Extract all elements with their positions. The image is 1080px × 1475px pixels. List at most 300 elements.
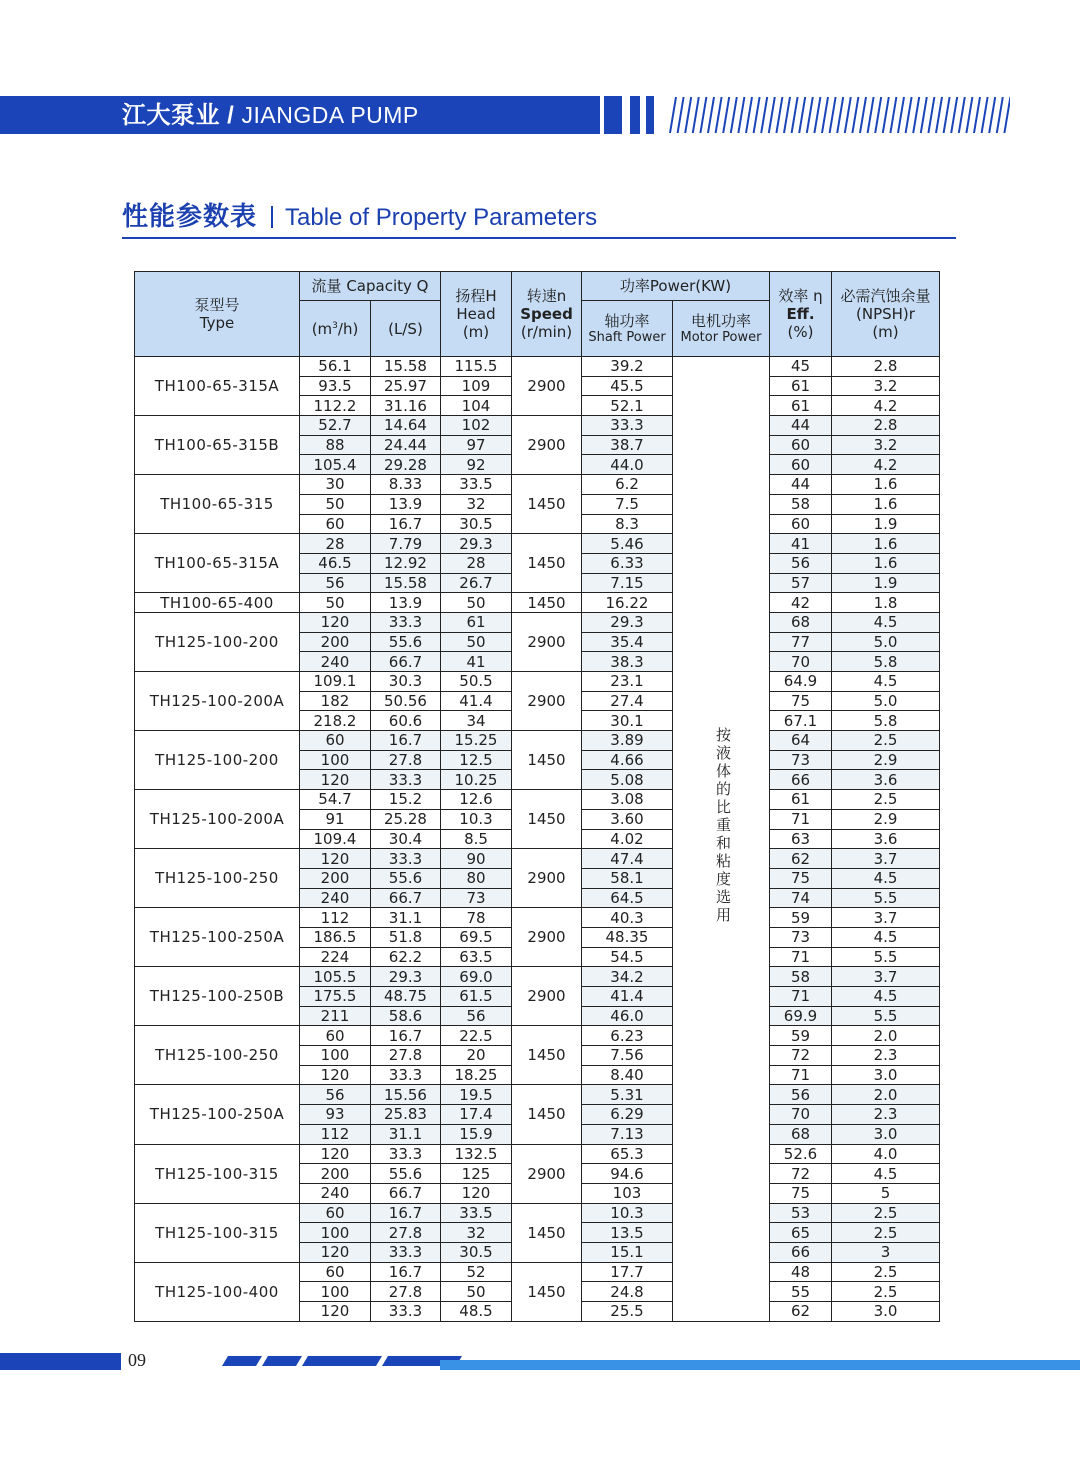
efficiency-cell: 60 bbox=[770, 455, 832, 475]
shaft-power-cell: 48.35 bbox=[582, 927, 673, 947]
speed-cell: 2900 bbox=[512, 672, 582, 731]
pump-type-cell: TH100-65-315A bbox=[135, 534, 300, 593]
capacity-ls-cell: 31.16 bbox=[371, 396, 441, 416]
capacity-m3h-cell: 175.5 bbox=[300, 987, 371, 1007]
npsh-cell: 4.5 bbox=[832, 612, 940, 632]
shaft-power-cell: 16.22 bbox=[582, 593, 673, 613]
efficiency-cell: 66 bbox=[770, 770, 832, 790]
npsh-cell: 2.9 bbox=[832, 809, 940, 829]
shaft-power-cell: 34.2 bbox=[582, 967, 673, 987]
shaft-power-cell: 4.02 bbox=[582, 829, 673, 849]
shaft-power-cell: 15.1 bbox=[582, 1242, 673, 1262]
capacity-m3h-cell: 186.5 bbox=[300, 927, 371, 947]
capacity-m3h-cell: 112 bbox=[300, 1124, 371, 1144]
npsh-cell: 2.5 bbox=[832, 1262, 940, 1282]
parameter-table bbox=[134, 271, 940, 1322]
speed-cell: 2900 bbox=[512, 416, 582, 475]
capacity-m3h-cell: 46.5 bbox=[300, 553, 371, 573]
capacity-m3h-cell: 91 bbox=[300, 809, 371, 829]
npsh-cell: 3.0 bbox=[832, 1065, 940, 1085]
capacity-ls-cell: 16.7 bbox=[371, 514, 441, 534]
capacity-m3h-cell: 120 bbox=[300, 612, 371, 632]
efficiency-cell: 68 bbox=[770, 1124, 832, 1144]
shaft-power-cell: 58.1 bbox=[582, 868, 673, 888]
head-cell: 32 bbox=[441, 1223, 512, 1243]
npsh-cell: 3.2 bbox=[832, 376, 940, 396]
head-cell: 32 bbox=[441, 494, 512, 514]
header-power: 功率Power(KW) bbox=[582, 272, 770, 301]
efficiency-cell: 58 bbox=[770, 967, 832, 987]
capacity-m3h-cell: 54.7 bbox=[300, 790, 371, 810]
page-number: 09 bbox=[128, 1350, 146, 1370]
pump-type-cell: TH125-100-200A bbox=[135, 790, 300, 849]
npsh-cell: 4.5 bbox=[832, 927, 940, 947]
shaft-power-cell: 41.4 bbox=[582, 987, 673, 1007]
capacity-ls-cell: 27.8 bbox=[371, 1046, 441, 1066]
capacity-ls-cell: 16.7 bbox=[371, 1026, 441, 1046]
capacity-m3h-cell: 120 bbox=[300, 849, 371, 869]
efficiency-cell: 75 bbox=[770, 868, 832, 888]
pump-type-cell: TH125-100-400 bbox=[135, 1262, 300, 1321]
head-cell: 50.5 bbox=[441, 672, 512, 692]
head-cell: 8.5 bbox=[441, 829, 512, 849]
capacity-m3h-cell: 182 bbox=[300, 691, 371, 711]
capacity-m3h-cell: 240 bbox=[300, 888, 371, 908]
table-row bbox=[135, 908, 940, 928]
head-cell: 28 bbox=[441, 553, 512, 573]
head-cell: 97 bbox=[441, 435, 512, 455]
head-cell: 50 bbox=[441, 1282, 512, 1302]
npsh-cell: 5.5 bbox=[832, 947, 940, 967]
efficiency-cell: 62 bbox=[770, 849, 832, 869]
npsh-cell: 2.9 bbox=[832, 750, 940, 770]
head-cell: 41 bbox=[441, 652, 512, 672]
capacity-ls-cell: 24.44 bbox=[371, 435, 441, 455]
head-cell: 19.5 bbox=[441, 1085, 512, 1105]
capacity-ls-cell: 27.8 bbox=[371, 1282, 441, 1302]
npsh-cell: 5.0 bbox=[832, 691, 940, 711]
efficiency-cell: 61 bbox=[770, 376, 832, 396]
efficiency-cell: 64.9 bbox=[770, 672, 832, 692]
npsh-cell: 3.0 bbox=[832, 1124, 940, 1144]
head-cell: 120 bbox=[441, 1183, 512, 1203]
capacity-m3h-cell: 30 bbox=[300, 475, 371, 495]
capacity-m3h-cell: 60 bbox=[300, 731, 371, 751]
npsh-cell: 5.5 bbox=[832, 888, 940, 908]
pump-type-cell: TH125-100-200 bbox=[135, 731, 300, 790]
table-row bbox=[135, 790, 940, 810]
shaft-power-cell: 103 bbox=[582, 1183, 673, 1203]
head-cell: 52 bbox=[441, 1262, 512, 1282]
capacity-m3h-cell: 93.5 bbox=[300, 376, 371, 396]
head-cell: 22.5 bbox=[441, 1026, 512, 1046]
header-capacity-m3h: $(m^3/h)$ bbox=[300, 301, 371, 357]
head-cell: 12.6 bbox=[441, 790, 512, 810]
npsh-cell: 4.5 bbox=[832, 672, 940, 692]
npsh-cell: 2.5 bbox=[832, 731, 940, 751]
efficiency-cell: 74 bbox=[770, 888, 832, 908]
shaft-power-cell: 44.0 bbox=[582, 455, 673, 475]
shaft-power-cell: 5.46 bbox=[582, 534, 673, 554]
head-cell: 104 bbox=[441, 396, 512, 416]
capacity-ls-cell: 33.3 bbox=[371, 612, 441, 632]
capacity-ls-cell: 50.56 bbox=[371, 691, 441, 711]
efficiency-cell: 42 bbox=[770, 593, 832, 613]
header-speed: 转速n Speed (r/min) bbox=[512, 272, 582, 357]
head-cell: 125 bbox=[441, 1164, 512, 1184]
capacity-ls-cell: 58.6 bbox=[371, 1006, 441, 1026]
shaft-power-cell: 33.3 bbox=[582, 416, 673, 436]
shaft-power-cell: 3.89 bbox=[582, 731, 673, 751]
speed-cell: 2900 bbox=[512, 1144, 582, 1203]
npsh-cell: 1.6 bbox=[832, 553, 940, 573]
table-body bbox=[135, 357, 940, 1322]
speed-cell: 1450 bbox=[512, 731, 582, 790]
head-cell: 10.3 bbox=[441, 809, 512, 829]
capacity-m3h-cell: 100 bbox=[300, 1223, 371, 1243]
capacity-m3h-cell: 120 bbox=[300, 770, 371, 790]
head-cell: 12.5 bbox=[441, 750, 512, 770]
capacity-ls-cell: 33.3 bbox=[371, 849, 441, 869]
table-row bbox=[135, 1262, 940, 1282]
shaft-power-cell: 5.31 bbox=[582, 1085, 673, 1105]
shaft-power-cell: 6.29 bbox=[582, 1105, 673, 1125]
npsh-cell: 2.8 bbox=[832, 357, 940, 377]
head-cell: 132.5 bbox=[441, 1144, 512, 1164]
head-cell: 20 bbox=[441, 1046, 512, 1066]
npsh-cell: 3.0 bbox=[832, 1302, 940, 1322]
capacity-m3h-cell: 56 bbox=[300, 573, 371, 593]
pump-type-cell: TH125-100-315 bbox=[135, 1144, 300, 1203]
efficiency-cell: 70 bbox=[770, 1105, 832, 1125]
section-title bbox=[122, 196, 597, 236]
head-cell: 41.4 bbox=[441, 691, 512, 711]
head-cell: 30.5 bbox=[441, 1242, 512, 1262]
capacity-ls-cell: 15.56 bbox=[371, 1085, 441, 1105]
npsh-cell: 5 bbox=[832, 1183, 940, 1203]
capacity-m3h-cell: 60 bbox=[300, 1203, 371, 1223]
head-cell: 10.25 bbox=[441, 770, 512, 790]
npsh-cell: 2.5 bbox=[832, 1203, 940, 1223]
title-divider bbox=[271, 206, 273, 228]
capacity-ls-cell: 33.3 bbox=[371, 1065, 441, 1085]
speed-cell: 1450 bbox=[512, 475, 582, 534]
shaft-power-cell: 8.40 bbox=[582, 1065, 673, 1085]
npsh-cell: 1.9 bbox=[832, 573, 940, 593]
capacity-m3h-cell: 100 bbox=[300, 1282, 371, 1302]
capacity-ls-cell: 55.6 bbox=[371, 868, 441, 888]
capacity-ls-cell: 7.79 bbox=[371, 534, 441, 554]
shaft-power-cell: 52.1 bbox=[582, 396, 673, 416]
table-row bbox=[135, 1026, 940, 1046]
efficiency-cell: 61 bbox=[770, 396, 832, 416]
capacity-ls-cell: 55.6 bbox=[371, 632, 441, 652]
npsh-cell: 1.6 bbox=[832, 534, 940, 554]
shaft-power-cell: 10.3 bbox=[582, 1203, 673, 1223]
speed-cell: 1450 bbox=[512, 1085, 582, 1144]
head-cell: 50 bbox=[441, 593, 512, 613]
shaft-power-cell: 38.3 bbox=[582, 652, 673, 672]
capacity-ls-cell: 16.7 bbox=[371, 1203, 441, 1223]
head-cell: 78 bbox=[441, 908, 512, 928]
shaft-power-cell: 24.8 bbox=[582, 1282, 673, 1302]
npsh-cell: 5.5 bbox=[832, 1006, 940, 1026]
pump-type-cell: TH125-100-250 bbox=[135, 849, 300, 908]
capacity-m3h-cell: 50 bbox=[300, 593, 371, 613]
speed-cell: 2900 bbox=[512, 357, 582, 416]
capacity-m3h-cell: 28 bbox=[300, 534, 371, 554]
table-row bbox=[135, 475, 940, 495]
capacity-m3h-cell: 105.5 bbox=[300, 967, 371, 987]
shaft-power-cell: 13.5 bbox=[582, 1223, 673, 1243]
table-row bbox=[135, 612, 940, 632]
capacity-ls-cell: 55.6 bbox=[371, 1164, 441, 1184]
efficiency-cell: 62 bbox=[770, 1302, 832, 1322]
efficiency-cell: 57 bbox=[770, 573, 832, 593]
capacity-ls-cell: 60.6 bbox=[371, 711, 441, 731]
efficiency-cell: 66 bbox=[770, 1242, 832, 1262]
header-npsh: 必需汽蚀余量 (NPSH)r (m) bbox=[832, 272, 940, 357]
capacity-ls-cell: 13.9 bbox=[371, 494, 441, 514]
head-cell: 56 bbox=[441, 1006, 512, 1026]
npsh-cell: 2.3 bbox=[832, 1105, 940, 1125]
capacity-ls-cell: 27.8 bbox=[371, 1223, 441, 1243]
shaft-power-cell: 45.5 bbox=[582, 376, 673, 396]
capacity-ls-cell: 33.3 bbox=[371, 1242, 441, 1262]
header-slash-pattern bbox=[662, 96, 1010, 134]
capacity-ls-cell: 12.92 bbox=[371, 553, 441, 573]
capacity-ls-cell: 8.33 bbox=[371, 475, 441, 495]
npsh-cell: 2.5 bbox=[832, 790, 940, 810]
table-row bbox=[135, 672, 940, 692]
efficiency-cell: 60 bbox=[770, 514, 832, 534]
header-type: 泵型号 Type bbox=[135, 272, 300, 357]
capacity-ls-cell: 66.7 bbox=[371, 652, 441, 672]
capacity-ls-cell: 30.3 bbox=[371, 672, 441, 692]
shaft-power-cell: 27.4 bbox=[582, 691, 673, 711]
efficiency-cell: 53 bbox=[770, 1203, 832, 1223]
npsh-cell: 4.5 bbox=[832, 1164, 940, 1184]
shaft-power-cell: 35.4 bbox=[582, 632, 673, 652]
table-row bbox=[135, 1085, 940, 1105]
pump-type-cell: TH125-100-250B bbox=[135, 967, 300, 1026]
head-cell: 34 bbox=[441, 711, 512, 731]
npsh-cell: 4.2 bbox=[832, 396, 940, 416]
npsh-cell: 3.7 bbox=[832, 908, 940, 928]
head-cell: 69.0 bbox=[441, 967, 512, 987]
efficiency-cell: 68 bbox=[770, 612, 832, 632]
shaft-power-cell: 17.7 bbox=[582, 1262, 673, 1282]
speed-cell: 2900 bbox=[512, 967, 582, 1026]
brand-name-cn: 江大泵业 bbox=[122, 102, 220, 129]
head-cell: 69.5 bbox=[441, 927, 512, 947]
npsh-cell: 3.7 bbox=[832, 849, 940, 869]
head-cell: 80 bbox=[441, 868, 512, 888]
pump-type-cell: TH100-65-400 bbox=[135, 593, 300, 613]
efficiency-cell: 71 bbox=[770, 947, 832, 967]
npsh-cell: 2.3 bbox=[832, 1046, 940, 1066]
npsh-cell: 2.0 bbox=[832, 1026, 940, 1046]
efficiency-cell: 44 bbox=[770, 416, 832, 436]
efficiency-cell: 72 bbox=[770, 1046, 832, 1066]
npsh-cell: 2.5 bbox=[832, 1223, 940, 1243]
npsh-cell: 4.0 bbox=[832, 1144, 940, 1164]
speed-cell: 1450 bbox=[512, 1262, 582, 1321]
npsh-cell: 4.5 bbox=[832, 987, 940, 1007]
pump-type-cell: TH100-65-315 bbox=[135, 475, 300, 534]
capacity-ls-cell: 30.4 bbox=[371, 829, 441, 849]
capacity-m3h-cell: 112 bbox=[300, 908, 371, 928]
head-cell: 102 bbox=[441, 416, 512, 436]
shaft-power-cell: 7.15 bbox=[582, 573, 673, 593]
head-cell: 73 bbox=[441, 888, 512, 908]
head-cell: 63.5 bbox=[441, 947, 512, 967]
capacity-m3h-cell: 112.2 bbox=[300, 396, 371, 416]
speed-cell: 2900 bbox=[512, 849, 582, 908]
efficiency-cell: 56 bbox=[770, 553, 832, 573]
capacity-ls-cell: 27.8 bbox=[371, 750, 441, 770]
npsh-cell: 1.9 bbox=[832, 514, 940, 534]
table-row bbox=[135, 593, 940, 613]
speed-cell: 1450 bbox=[512, 1026, 582, 1085]
efficiency-cell: 52.6 bbox=[770, 1144, 832, 1164]
table-row bbox=[135, 849, 940, 869]
capacity-m3h-cell: 200 bbox=[300, 868, 371, 888]
capacity-m3h-cell: 120 bbox=[300, 1065, 371, 1085]
capacity-m3h-cell: 56 bbox=[300, 1085, 371, 1105]
speed-cell: 1450 bbox=[512, 534, 582, 593]
pump-type-cell: TH125-100-315 bbox=[135, 1203, 300, 1262]
head-cell: 18.25 bbox=[441, 1065, 512, 1085]
header-motor-power: 电机功率 Motor Power bbox=[673, 301, 770, 357]
pump-type-cell: TH100-65-315A bbox=[135, 357, 300, 416]
capacity-m3h-cell: 60 bbox=[300, 1026, 371, 1046]
efficiency-cell: 55 bbox=[770, 1282, 832, 1302]
npsh-cell: 2.5 bbox=[832, 1282, 940, 1302]
shaft-power-cell: 6.33 bbox=[582, 553, 673, 573]
capacity-ls-cell: 16.7 bbox=[371, 731, 441, 751]
npsh-cell: 5.8 bbox=[832, 652, 940, 672]
efficiency-cell: 72 bbox=[770, 1164, 832, 1184]
npsh-cell: 5.8 bbox=[832, 711, 940, 731]
shaft-power-cell: 6.2 bbox=[582, 475, 673, 495]
pump-type-cell: TH100-65-315B bbox=[135, 416, 300, 475]
capacity-ls-cell: 33.3 bbox=[371, 770, 441, 790]
efficiency-cell: 69.9 bbox=[770, 1006, 832, 1026]
efficiency-cell: 77 bbox=[770, 632, 832, 652]
shaft-power-cell: 23.1 bbox=[582, 672, 673, 692]
title-underline bbox=[122, 237, 956, 239]
capacity-m3h-cell: 60 bbox=[300, 514, 371, 534]
capacity-ls-cell: 16.7 bbox=[371, 1262, 441, 1282]
capacity-m3h-cell: 218.2 bbox=[300, 711, 371, 731]
efficiency-cell: 75 bbox=[770, 1183, 832, 1203]
efficiency-cell: 75 bbox=[770, 691, 832, 711]
shaft-power-cell: 38.7 bbox=[582, 435, 673, 455]
shaft-power-cell: 39.2 bbox=[582, 357, 673, 377]
capacity-m3h-cell: 93 bbox=[300, 1105, 371, 1125]
npsh-cell: 3.2 bbox=[832, 435, 940, 455]
efficiency-cell: 64 bbox=[770, 731, 832, 751]
capacity-m3h-cell: 120 bbox=[300, 1242, 371, 1262]
shaft-power-cell: 7.5 bbox=[582, 494, 673, 514]
capacity-m3h-cell: 100 bbox=[300, 750, 371, 770]
shaft-power-cell: 7.56 bbox=[582, 1046, 673, 1066]
shaft-power-cell: 5.08 bbox=[582, 770, 673, 790]
capacity-ls-cell: 15.2 bbox=[371, 790, 441, 810]
capacity-ls-cell: 66.7 bbox=[371, 1183, 441, 1203]
capacity-m3h-cell: 240 bbox=[300, 652, 371, 672]
capacity-m3h-cell: 224 bbox=[300, 947, 371, 967]
head-cell: 15.25 bbox=[441, 731, 512, 751]
footer-slant-blocks bbox=[222, 1356, 462, 1366]
section-title-en: Table of Property Parameters bbox=[285, 204, 598, 231]
shaft-power-cell: 3.08 bbox=[582, 790, 673, 810]
capacity-ls-cell: 13.9 bbox=[371, 593, 441, 613]
head-cell: 90 bbox=[441, 849, 512, 869]
motor-power-note: 按液体的比重和粘度选用 bbox=[714, 727, 732, 925]
efficiency-cell: 48 bbox=[770, 1262, 832, 1282]
efficiency-cell: 70 bbox=[770, 652, 832, 672]
speed-cell: 2900 bbox=[512, 908, 582, 967]
pump-type-cell: TH125-100-250A bbox=[135, 908, 300, 967]
shaft-power-cell: 3.60 bbox=[582, 809, 673, 829]
efficiency-cell: 63 bbox=[770, 829, 832, 849]
capacity-m3h-cell: 120 bbox=[300, 1144, 371, 1164]
speed-cell: 1450 bbox=[512, 1203, 582, 1262]
efficiency-cell: 73 bbox=[770, 927, 832, 947]
npsh-cell: 3 bbox=[832, 1242, 940, 1262]
table-row bbox=[135, 534, 940, 554]
footer-bar-left bbox=[0, 1353, 121, 1370]
shaft-power-cell: 94.6 bbox=[582, 1164, 673, 1184]
npsh-cell: 3.6 bbox=[832, 770, 940, 790]
capacity-m3h-cell: 56.1 bbox=[300, 357, 371, 377]
table-row bbox=[135, 1203, 940, 1223]
capacity-ls-cell: 62.2 bbox=[371, 947, 441, 967]
head-cell: 109 bbox=[441, 376, 512, 396]
shaft-power-cell: 40.3 bbox=[582, 908, 673, 928]
section-title-cn: 性能参数表 bbox=[122, 201, 258, 231]
efficiency-cell: 56 bbox=[770, 1085, 832, 1105]
efficiency-cell: 60 bbox=[770, 435, 832, 455]
table-row bbox=[135, 357, 940, 377]
shaft-power-cell: 29.3 bbox=[582, 612, 673, 632]
head-cell: 115.5 bbox=[441, 357, 512, 377]
table-row bbox=[135, 416, 940, 436]
shaft-power-cell: 64.5 bbox=[582, 888, 673, 908]
capacity-m3h-cell: 100 bbox=[300, 1046, 371, 1066]
npsh-cell: 4.2 bbox=[832, 455, 940, 475]
efficiency-cell: 59 bbox=[770, 908, 832, 928]
npsh-cell: 1.8 bbox=[832, 593, 940, 613]
brand-separator: / bbox=[220, 102, 242, 129]
capacity-m3h-cell: 50 bbox=[300, 494, 371, 514]
footer-bar-right bbox=[440, 1360, 1080, 1370]
capacity-m3h-cell: 240 bbox=[300, 1183, 371, 1203]
efficiency-cell: 58 bbox=[770, 494, 832, 514]
capacity-m3h-cell: 60 bbox=[300, 1262, 371, 1282]
capacity-m3h-cell: 200 bbox=[300, 632, 371, 652]
shaft-power-cell: 4.66 bbox=[582, 750, 673, 770]
capacity-ls-cell: 31.1 bbox=[371, 908, 441, 928]
shaft-power-cell: 25.5 bbox=[582, 1302, 673, 1322]
capacity-ls-cell: 31.1 bbox=[371, 1124, 441, 1144]
efficiency-cell: 61 bbox=[770, 790, 832, 810]
header-capacity: 流量 Capacity Q bbox=[300, 272, 441, 301]
capacity-ls-cell: 25.28 bbox=[371, 809, 441, 829]
capacity-m3h-cell: 200 bbox=[300, 1164, 371, 1184]
